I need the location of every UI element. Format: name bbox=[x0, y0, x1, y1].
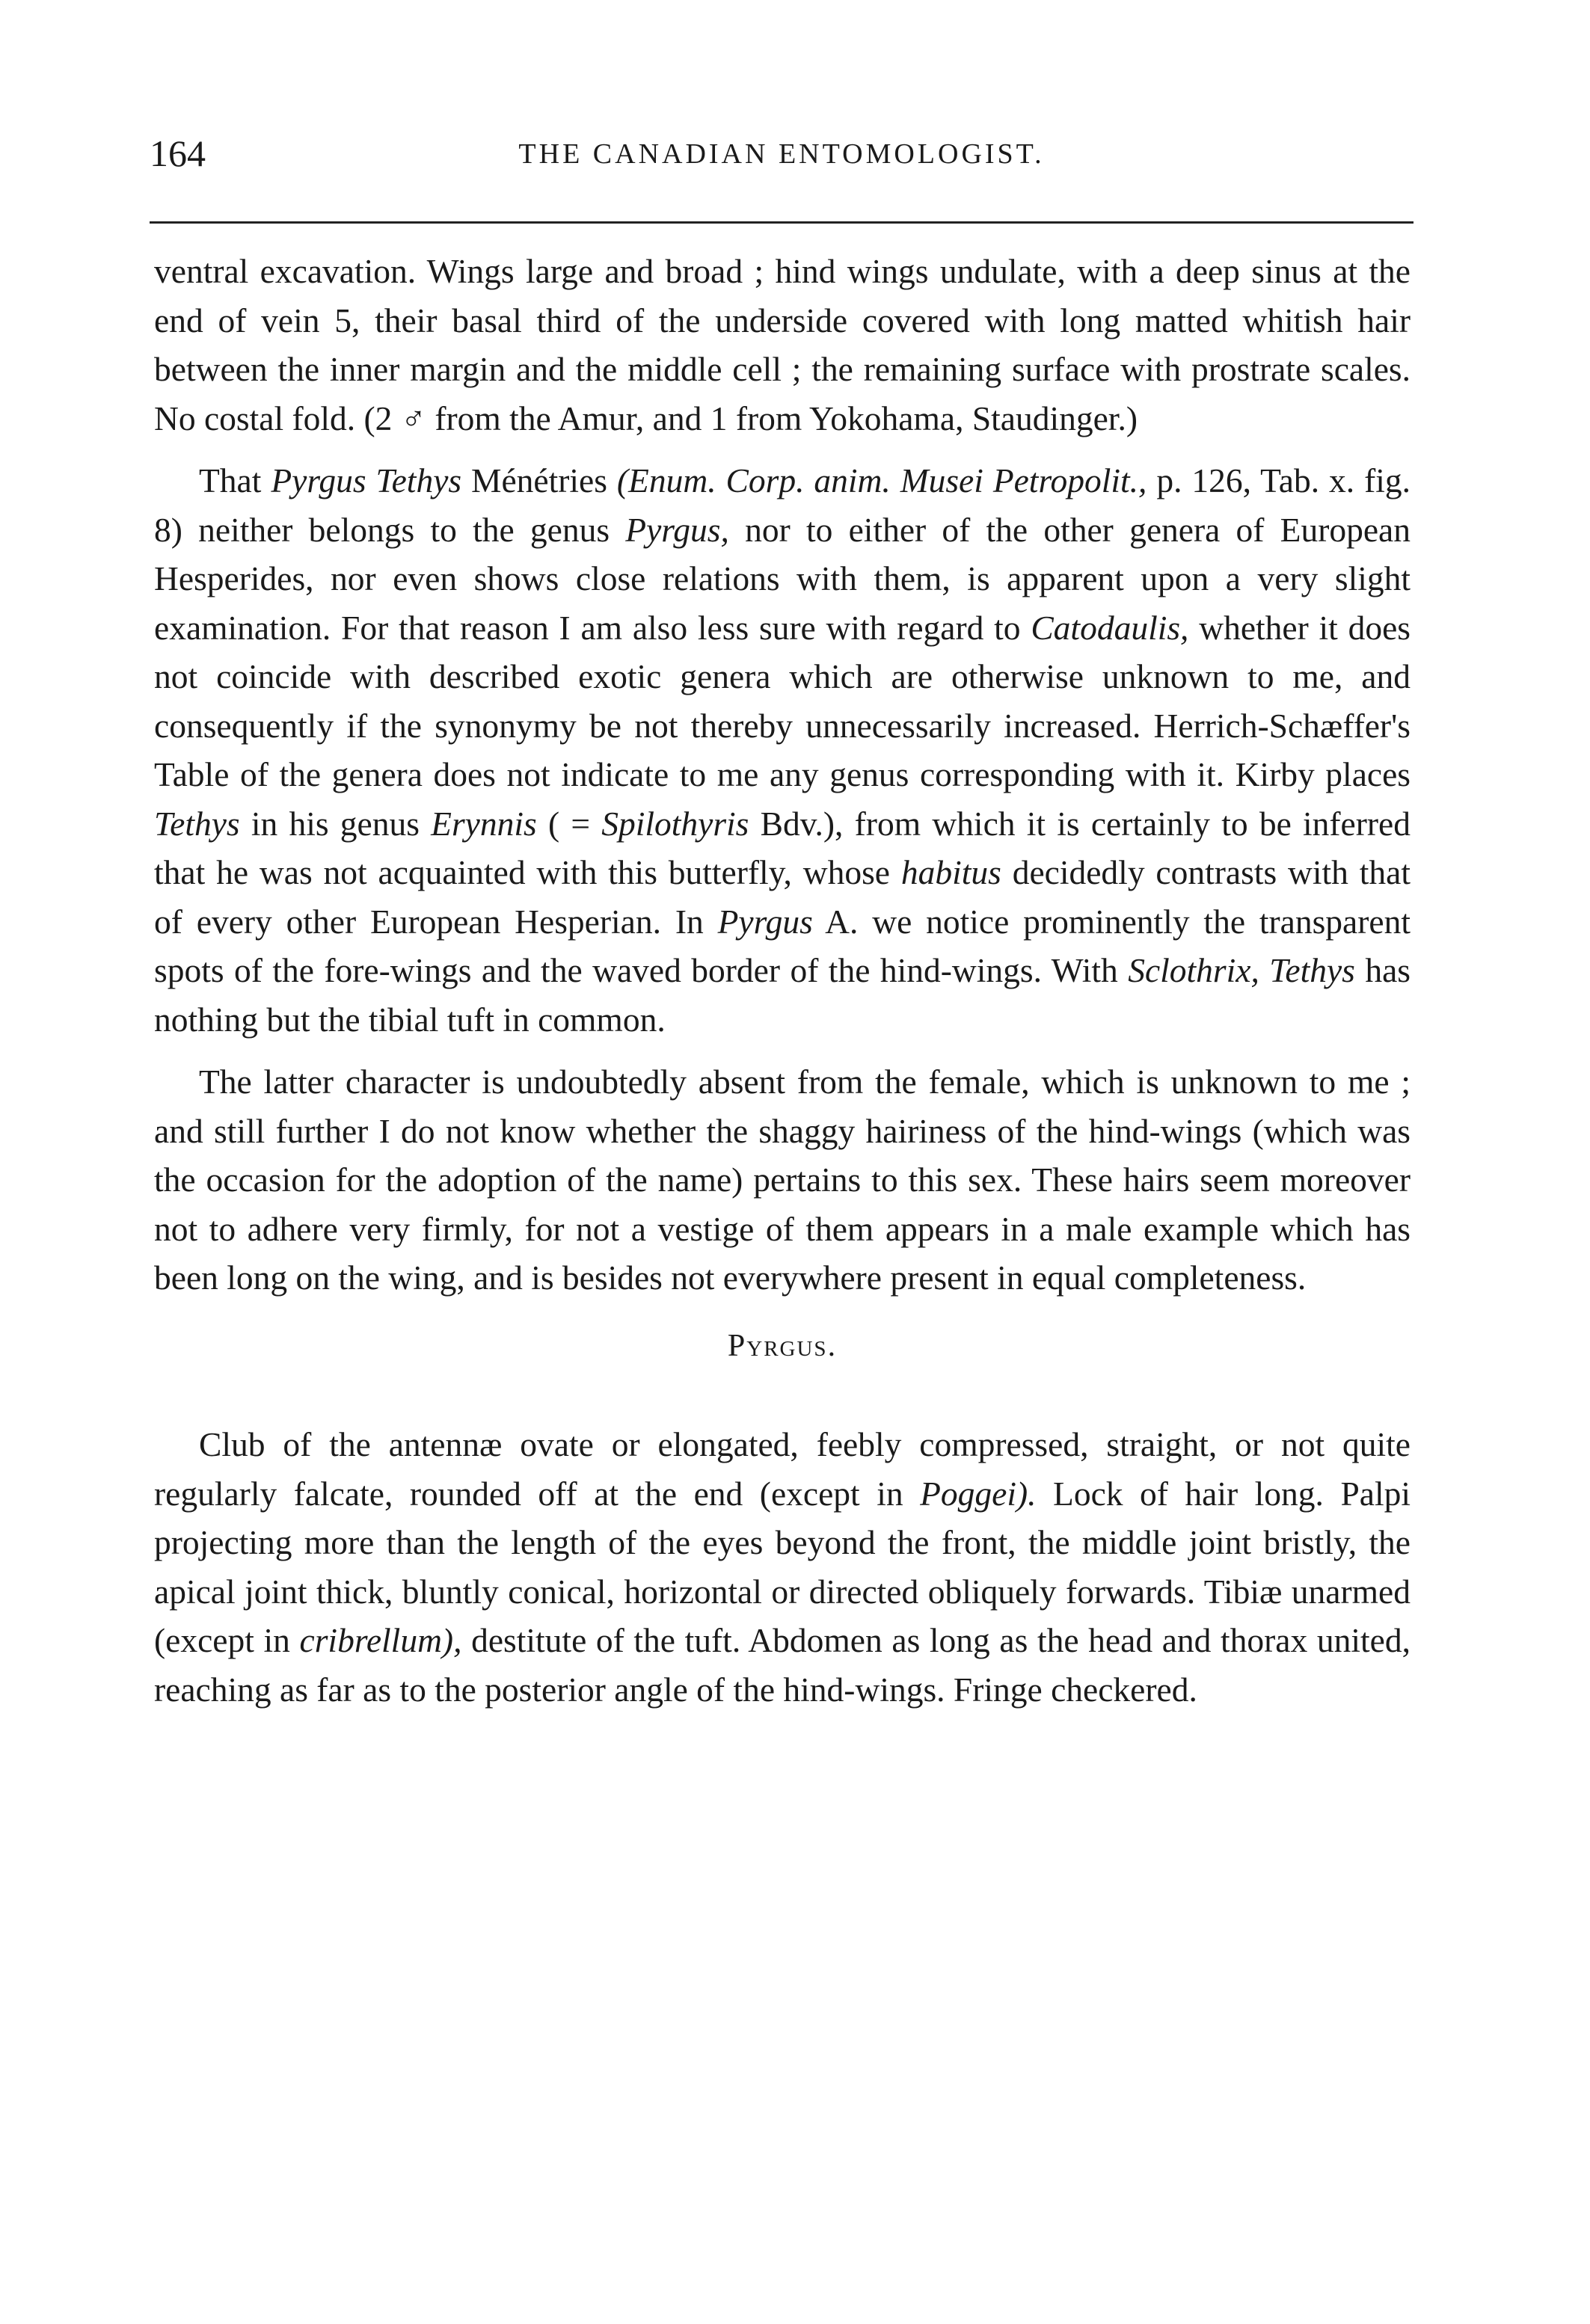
paragraph-3: The latter character is undoubtedly absent from the female, which is unknown to me ; and still further I do not know whether the shaggy hairiness of the hind-wings (which was the occasion for the adoption of the name) pertains to this sex. These hairs seem moreover not to adhere very firmly, for not a vestige of them appears in a male example which has been long on the wing, and is besides not everywhere present in equal completeness. bbox=[154, 1063, 1411, 1297]
body-text bbox=[154, 247, 1411, 1714]
header-rule bbox=[150, 221, 1413, 224]
page-header bbox=[150, 127, 1413, 187]
paragraph-4: Club of the antennæ ovate or elongated, feebly compressed, straight, or not quite regularly falcate, rounded off at the end (except in Poggei). Lock of hair long. Palpi projecting more than the length of the eyes beyond the front, the middle joint bristly, the apical joint thick, bluntly conical, horizontal or directed obliquely forwards. Tibiæ unarmed (except in cribrellum), destitute of the tuft. Abdomen as long as the head and thorax united, reaching as far as to the posterior angle of the hind-wings. Fringe checkered. bbox=[154, 1425, 1411, 1709]
running-title: THE CANADIAN ENTOMOLOGIST. bbox=[518, 138, 1045, 170]
section-heading: Pyrgus. bbox=[727, 1328, 838, 1363]
page-number: 164 bbox=[150, 132, 206, 174]
male-symbol: ♂ bbox=[400, 399, 426, 437]
paragraph-1: ventral excavation. Wings large and broad ; hind wings undulate, with a deep sinus at the end of vein 5, their basal third of the underside covered with long matted whitish hair between the inner margin and the middle cell ; the remaining surface with prostrate scales. No costal fold. (2 ♂ from the Amur, and 1 from Yokohama, Staudinger.) bbox=[154, 252, 1411, 437]
paragraph-2: That Pyrgus Tethys Ménétries (Enum. Corp. anim. Musei Petropolit., p. 126, Tab. x. fig. 8) neither belongs to the genus Pyrgus, nor to either of the other genera of European Hesperides, nor even shows close relations with them, is apparent upon a very slight examination. For that reason I am also less sure with regard to Catodaulis, whether it does not coincide with described exotic genera which are otherwise unknown to me, and consequently if the synonymy be not thereby unnecessarily increased. Herrich-Schæffer's Table of the genera does not indicate to me any genus corresponding with it. Kirby places Tethys in his genus Erynnis ( = Spilothyris Bdv.), from which it is certainly to be inferred that he was not acquainted with this butterfly, whose habitus decidedly contrasts with that of every other European Hesperian. In Pyrgus A. we notice prominently the transparent spots of the fore-wings and the waved border of the hind-wings. With Sclothrix, Tethys has nothing but the tibial tuft in common. bbox=[154, 461, 1411, 1039]
